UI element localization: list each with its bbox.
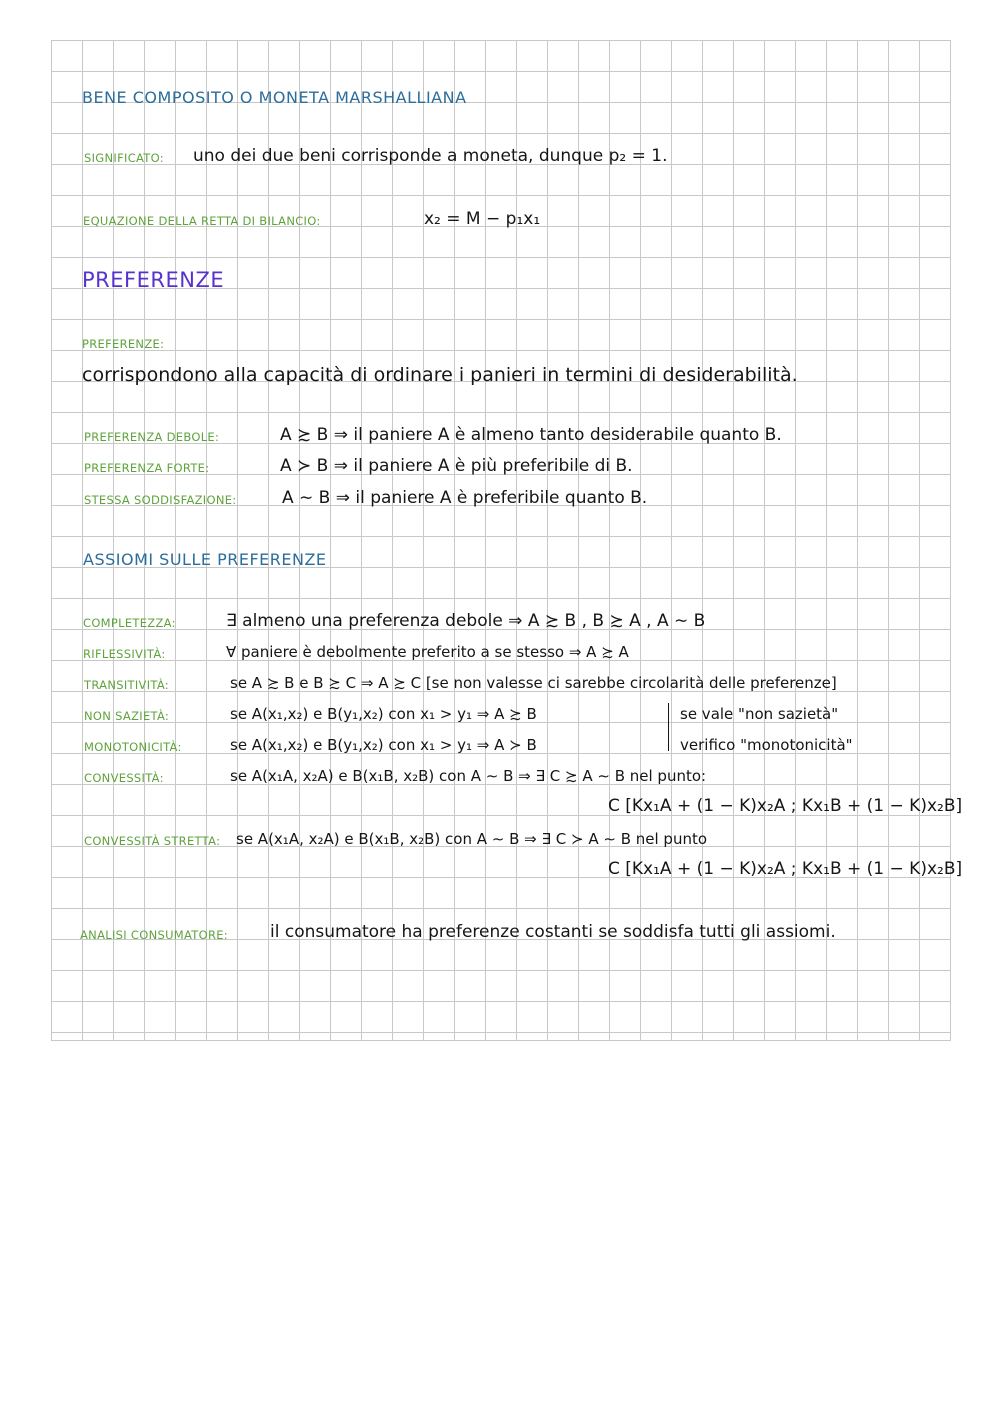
note-monotonicita: verifico "monotonicità" — [680, 736, 853, 754]
label-riflessivita: RIFLESSIVITÀ: — [83, 647, 166, 661]
note-non-sazieta: se vale "non sazietà" — [680, 705, 839, 723]
label-preferenze: PREFERENZE: — [82, 337, 165, 351]
label-transitivita: TRANSITIVITÀ: — [84, 678, 169, 692]
text-equazione: x₂ = M − p₁x₁ — [424, 209, 541, 229]
brace-non-sazieta-monotonicita — [668, 703, 679, 751]
text-preferenza-debole: A ≿ B ⇒ il paniere A è almeno tanto desiderabile quanto B. — [280, 425, 782, 445]
text-convessita: se A(x₁A, x₂A) e B(x₁B, x₂B) con A ∼ B ⇒ ∃ C ≿ A ∼ B nel punto: — [230, 767, 707, 785]
text-convessita-stretta-punto: C [Kx₁A + (1 − K)x₂A ; Kx₁B + (1 − K)x₂B] — [608, 859, 963, 879]
label-stessa-soddisfazione: STESSA SODDISFAZIONE: — [84, 493, 237, 507]
text-preferenze-definizione: corrispondono alla capacità di ordinare i panieri in termini di desiderabilità. — [82, 364, 798, 386]
text-analisi-consumatore: il consumatore ha preferenze costanti se soddisfa tutti gli assiomi. — [270, 922, 836, 942]
text-significato: uno dei due beni corrisponde a moneta, dunque p₂ = 1. — [193, 146, 668, 166]
label-significato: SIGNIFICATO: — [84, 151, 164, 165]
text-preferenza-forte: A ≻ B ⇒ il paniere A è più preferibile di B. — [280, 456, 633, 476]
section-title-assiomi: ASSIOMI SULLE PREFERENZE — [83, 550, 327, 569]
text-completezza: ∃ almeno una preferenza debole ⇒ A ≿ B , B ≿ A , A ∼ B — [226, 611, 706, 631]
label-monotonicita: MONOTONICITÀ: — [84, 740, 182, 754]
label-convessita-stretta: CONVESSITÀ STRETTA: — [84, 834, 221, 848]
section-title-preferenze: PREFERENZE — [82, 268, 225, 292]
label-equazione: EQUAZIONE DELLA RETTA DI BILANCIO: — [83, 214, 321, 228]
label-completezza: COMPLETEZZA: — [83, 616, 176, 630]
text-riflessivita: ∀ paniere è debolmente preferito a se stesso ⇒ A ≿ A — [226, 643, 629, 661]
section-title-bene-composito: BENE COMPOSITO O MONETA MARSHALLIANA — [82, 88, 467, 107]
grid-paper — [51, 40, 951, 1041]
label-analisi-consumatore: ANALISI CONSUMATORE: — [80, 928, 228, 942]
text-monotonicita: se A(x₁,x₂) e B(y₁,x₂) con x₁ > y₁ ⇒ A ≻ B — [230, 736, 537, 754]
label-convessita: CONVESSITÀ: — [84, 771, 164, 785]
text-stessa-soddisfazione: A ∼ B ⇒ il paniere A è preferibile quanto B. — [282, 488, 648, 508]
text-transitivita: se A ≿ B e B ≿ C ⇒ A ≿ C [se non valesse ci sarebbe circolarità delle preferenze] — [230, 674, 837, 692]
label-non-sazieta: NON SAZIETÀ: — [84, 709, 170, 723]
label-preferenza-debole: PREFERENZA DEBOLE: — [84, 430, 220, 444]
text-convessita-stretta: se A(x₁A, x₂A) e B(x₁B, x₂B) con A ∼ B ⇒ ∃ C ≻ A ∼ B nel punto — [236, 830, 708, 848]
text-non-sazieta: se A(x₁,x₂) e B(y₁,x₂) con x₁ > y₁ ⇒ A ≿ B — [230, 705, 537, 723]
text-convessita-punto: C [Kx₁A + (1 − K)x₂A ; Kx₁B + (1 − K)x₂B] — [608, 796, 963, 816]
label-preferenza-forte: PREFERENZA FORTE: — [84, 461, 210, 475]
